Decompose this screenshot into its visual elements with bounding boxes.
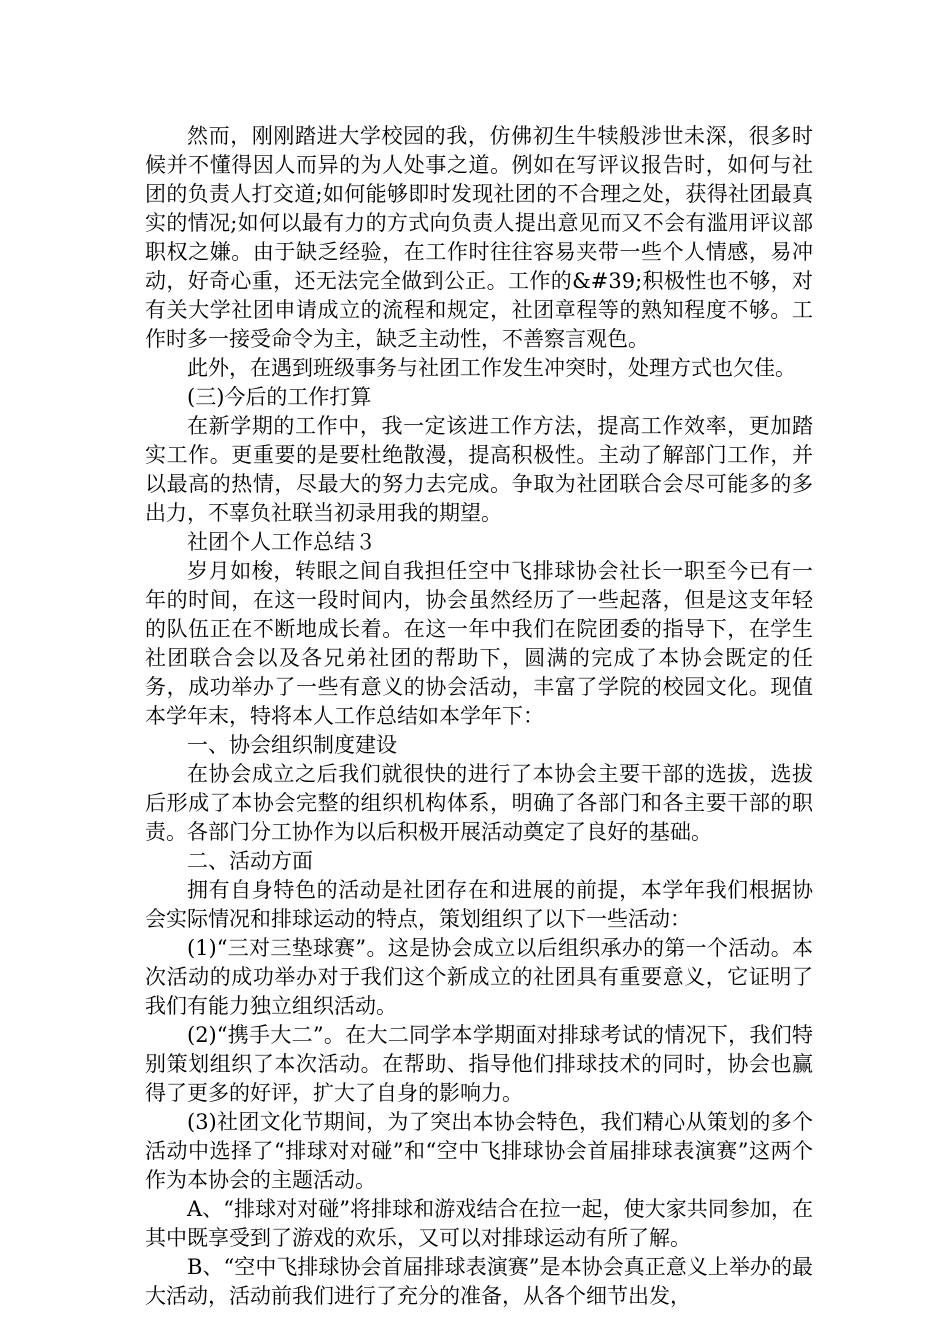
paragraph: 在新学期的工作中，我一定该进工作方法，提高工作效率，更加踏实工作。更重要的是要杜绝散漫，提高积极性。主动了解部门工作，并以最高的热情，尽最大的努力去完成。争取为社团联合会尽可能多的多出力，不辜负社联当初录用我的期望。 (145, 414, 813, 525)
list-item: (1)“三对三垫球赛”。这是协会成立以后组织承办的第一个活动。本次活动的成功举办对于我们这个新成立的社团具有重要意义，它证明了我们有能力独立组织活动。 (145, 936, 813, 1018)
paragraph: 然而，刚刚踏进大学校园的我，仿佛初生牛犊般涉世未深，很多时候并不懂得因人而异的为人处事之道。例如在写评议报告时，如何与社团的负责人打交道;如何能够即时发现社团的不合理之处，获得社团最真实的情况;如何以最有力的方式向负责人提出意见而又不会有滥用评议部职权之嫌。由于缺乏经验，在工作时往往容易夹带一些个人情感，易冲动，好奇心重，还无法完全做到公正。工作的&#39;积极性也不够，对有关大学社团申请成立的流程和规定，社团章程等的熟知程度不够。工作时多一接受命令为主，缺乏主动性，不善察言观色。 (145, 124, 813, 351)
list-item: A、“排球对对碰”将排球和游戏结合在拉一起，使大家共同参加，在其中既享受到了游戏的欢乐，又可以对排球运动有所了解。 (145, 1197, 813, 1250)
article-title: 社团个人工作总结３ (187, 530, 376, 554)
section-heading: 一、协会组织制度建设 (187, 733, 397, 757)
section-heading: (三)今后的工作打算 (187, 385, 372, 409)
list-item: (3)社团文化节期间，为了突出本协会特色，我们精心从策划的多个活动中选择了“排球对对碰”和“空中飞排球协会首届排球表演赛”这两个作为本协会的主题活动。 (145, 1110, 813, 1192)
paragraph: 岁月如梭，转眼之间自我担任空中飞排球协会社长一职至今已有一年的时间，在这一段时间内，协会虽然经历了一些起落，但是这支年轻的队伍正在不断地成长着。在这一年中我们在院团委的指导下，在学生社团联合会以及各兄弟社团的帮助下，圆满的完成了本协会既定的任务，成功举办了一些有意义的协会活动，丰富了学院的校园文化。现值本学年末，特将本人工作总结如本学年下： (145, 559, 813, 728)
paragraph: 拥有自身特色的活动是社团存在和进展的前提，本学年我们根据协会实际情况和排球运动的特点，策划组织了以下一些活动： (145, 878, 813, 931)
paragraph: 在协会成立之后我们就很快的进行了本协会主要干部的选拔，选拔后形成了本协会完整的组织机构体系，明确了各部门和各主要干部的职责。各部门分工协作为以后积极开展活动奠定了良好的基础。 (145, 762, 813, 844)
list-item: B、“空中飞排球协会首届排球表演赛”是本协会真正意义上举办的最大活动，活动前我们进行了充分的准备，从各个细节出发， (145, 1255, 813, 1308)
list-item: (2)“携手大二”。在大二同学本学期面对排球考试的情况下，我们特别策划组织了本次活动。在帮助、指导他们排球技术的同时，协会也赢得了更多的好评，扩大了自身的影响力。 (145, 1023, 813, 1105)
document-page (145, 122, 813, 1311)
section-heading: 二、活动方面 (187, 849, 313, 873)
paragraph: 此外，在遇到班级事务与社团工作发生冲突时，处理方式也欠佳。 (187, 356, 796, 380)
